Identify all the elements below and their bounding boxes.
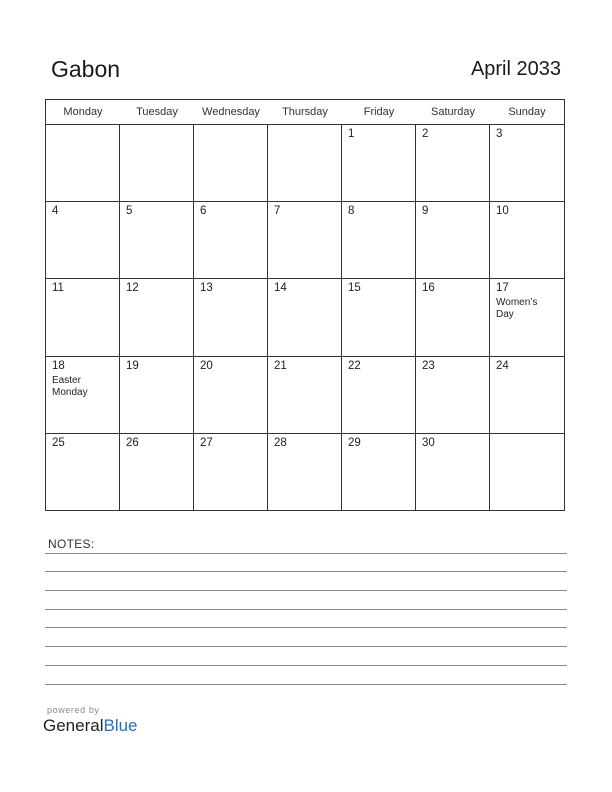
generalblue-logo[interactable] <box>43 716 138 736</box>
day-number: 15 <box>348 282 361 295</box>
day-number: 19 <box>126 359 139 372</box>
day-cell-18 <box>46 357 120 434</box>
day-cell-24 <box>490 357 564 434</box>
weekday-friday: Friday <box>363 106 395 118</box>
day-number: 5 <box>126 205 133 218</box>
day-cell-3 <box>490 125 564 202</box>
day-cell-26 <box>120 434 194 511</box>
holiday-label: Easter Monday <box>52 374 88 398</box>
day-number: 4 <box>52 205 59 218</box>
day-cell-17 <box>490 279 564 356</box>
day-cell-30 <box>416 434 490 511</box>
day-cell-27 <box>194 434 268 511</box>
empty-day-cell <box>490 434 564 511</box>
holiday-label: Women’s Day <box>496 297 538 321</box>
day-number: 12 <box>126 282 139 295</box>
day-cell-7 <box>268 202 342 279</box>
day-number: 23 <box>422 359 435 372</box>
day-cell-22 <box>342 357 416 434</box>
powered-by-text: powered by <box>47 705 100 715</box>
note-line <box>45 609 567 610</box>
day-cell-21 <box>268 357 342 434</box>
day-cell-10 <box>490 202 564 279</box>
day-cell-11 <box>46 279 120 356</box>
day-number: 2 <box>422 128 429 140</box>
day-cell-20 <box>194 357 268 434</box>
day-number: 21 <box>274 359 287 372</box>
day-number: 16 <box>422 282 435 295</box>
day-number: 25 <box>52 436 65 449</box>
weekday-tuesday: Tuesday <box>136 106 178 118</box>
weekday-sunday: Sunday <box>508 106 546 118</box>
weekday-wednesday: Wednesday <box>202 106 260 118</box>
day-cell-5 <box>120 202 194 279</box>
note-line <box>45 553 567 554</box>
calendar-weeks <box>46 125 564 511</box>
day-cell-25 <box>46 434 120 511</box>
notes-label: NOTES: <box>48 537 95 551</box>
day-cell-8 <box>342 202 416 279</box>
day-number: 26 <box>126 436 139 449</box>
day-cell-28 <box>268 434 342 511</box>
note-line <box>45 590 567 591</box>
brand-general-text: General <box>43 716 104 735</box>
note-line <box>45 571 567 572</box>
day-number: 1 <box>348 128 355 140</box>
empty-day-cell <box>194 125 268 202</box>
day-number: 22 <box>348 359 361 372</box>
day-number: 8 <box>348 205 355 218</box>
empty-day-cell <box>268 125 342 202</box>
day-number: 27 <box>200 436 213 449</box>
day-cell-2 <box>416 125 490 202</box>
weekday-header-row <box>46 100 564 125</box>
day-number: 30 <box>422 436 435 449</box>
day-cell-23 <box>416 357 490 434</box>
calendar-grid <box>45 99 565 511</box>
day-number: 24 <box>496 359 509 372</box>
weekday-thursday: Thursday <box>282 106 328 118</box>
weekday-saturday: Saturday <box>430 106 476 118</box>
day-number: 9 <box>422 205 429 218</box>
calendar-month-title: April 2033 <box>470 58 561 80</box>
day-number: 17 <box>496 282 509 295</box>
day-cell-16 <box>416 279 490 356</box>
calendar-country-title: Gabon <box>51 56 121 82</box>
day-cell-19 <box>120 357 194 434</box>
day-cell-29 <box>342 434 416 511</box>
day-number: 6 <box>200 205 207 218</box>
day-number: 18 <box>52 359 65 372</box>
day-number: 7 <box>274 205 281 218</box>
day-number: 3 <box>496 128 503 140</box>
day-cell-15 <box>342 279 416 356</box>
day-number: 28 <box>274 436 287 449</box>
day-cell-9 <box>416 202 490 279</box>
note-line <box>45 684 567 685</box>
empty-day-cell <box>46 125 120 202</box>
day-cell-6 <box>194 202 268 279</box>
day-cell-13 <box>194 279 268 356</box>
empty-day-cell <box>120 125 194 202</box>
note-line <box>45 646 567 647</box>
day-number: 14 <box>274 282 287 295</box>
day-number: 29 <box>348 436 361 449</box>
day-cell-4 <box>46 202 120 279</box>
day-number: 13 <box>200 282 213 295</box>
day-cell-14 <box>268 279 342 356</box>
weekday-monday: Monday <box>63 106 103 118</box>
day-number: 20 <box>200 359 213 372</box>
brand-blue-text: Blue <box>103 716 138 735</box>
day-number: 10 <box>496 205 509 218</box>
note-line <box>45 627 567 628</box>
day-cell-12 <box>120 279 194 356</box>
day-cell-1 <box>342 125 416 202</box>
note-line <box>45 665 567 666</box>
day-number: 11 <box>52 282 64 295</box>
